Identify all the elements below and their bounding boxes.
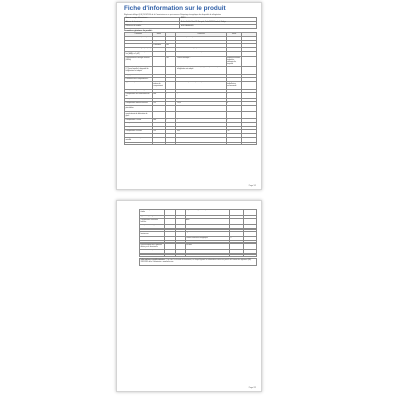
table-row	[125, 66, 257, 74]
table-cell	[176, 143, 226, 145]
table-cell: -	[226, 89, 242, 93]
table-cell: Classe climatique :	[176, 57, 226, 67]
table-cell: Compartiment à denrées fraîches	[140, 219, 165, 225]
table-cell: 316	[226, 37, 242, 41]
document-page-2	[116, 200, 262, 392]
table-cell: 10	[165, 66, 176, 74]
table-cell: 35	[165, 51, 176, 57]
table-cell	[242, 57, 257, 67]
table-cell: Consommation d'énergie annuelle (kWh/a)	[125, 57, 153, 67]
table-cell: -	[226, 123, 242, 127]
table-header-cell: Valeur	[152, 33, 165, 37]
table-cell: Type	[185, 231, 229, 237]
table-cell	[242, 81, 257, 89]
table-cell	[140, 255, 165, 257]
table-cell: Compartiment à température variable	[125, 137, 153, 143]
table-cell: Durée minimale de la garantie offerte par le fournisseur	[140, 244, 165, 250]
table-cell: Oui	[152, 130, 165, 134]
table-cell: Compartiment 2 étoiles	[125, 123, 153, 127]
section-title: Paramètres généraux du produit :	[124, 30, 153, 33]
table-cell: Compartiment denrées fraîches	[125, 102, 153, 106]
table-cell: -	[176, 133, 226, 137]
table-cell: Profondeur	[152, 44, 165, 48]
table-header-cell: Paramètre	[176, 33, 226, 37]
table-cell: Compartiment 3 étoiles	[125, 126, 153, 130]
table-cell: Auto	[185, 219, 229, 225]
table-cell: Hauteur	[152, 37, 165, 41]
meta-value: Ankara Asfaltı Üzeri E5 Karayolu, Tuzla 34950 İstanbul, Türkiye	[180, 21, 257, 25]
table-cell: -	[226, 98, 242, 102]
table-cell	[176, 255, 185, 257]
table-cell: 663	[165, 44, 176, 48]
table-cell	[226, 143, 242, 145]
table-cell: Paramètres des compartiments :	[125, 78, 153, 82]
table-cell: Compartiment de conservation du vin	[125, 93, 153, 99]
table-cell: Indice d'efficacité énergétique (IEE)	[125, 48, 151, 50]
table-cell: 93,4	[165, 47, 176, 51]
table-cell: Non	[152, 111, 165, 119]
table-cell: -	[165, 123, 176, 127]
table-cell	[164, 255, 176, 257]
table-cell: 595	[165, 40, 176, 44]
table-row	[140, 255, 257, 257]
table-cell: Type de dégivrage	[140, 215, 165, 219]
table-cell	[165, 143, 176, 145]
table-cell: -	[176, 111, 226, 119]
table-cell: Température ambiante minimale (°C) pour laquelle le dispositif de réfrigération est adapté	[125, 66, 153, 74]
table-cell: Compartiment cave	[125, 98, 153, 102]
table-cell: 241	[165, 57, 176, 67]
table-header-cell: Paramètre	[125, 33, 153, 37]
table-header-cell: Valeur	[226, 33, 242, 37]
meta-value: BEKO	[180, 18, 257, 22]
table-cell: Informations complémentaires	[140, 249, 165, 253]
meta-label: Référence du modèle :	[125, 25, 180, 29]
table-cell: Classe d'efficacité énergétique	[185, 237, 229, 241]
table-cell: F	[230, 237, 244, 241]
supplier-info-table	[124, 17, 257, 29]
table-cell: Compartiment 4 étoiles	[125, 130, 153, 134]
table-cell: -	[226, 111, 242, 119]
table-cell: Section 2 étoiles	[125, 133, 153, 137]
meta-label: Nom ou marque du fournisseur :	[125, 18, 180, 22]
table-cell: Non	[152, 123, 165, 127]
table-cell	[185, 255, 229, 257]
table-cell: 228,0	[176, 102, 226, 106]
table-cell: 43	[226, 66, 242, 74]
table-cell: Compartiment garde-manger	[125, 89, 153, 93]
table-cell: Non	[152, 89, 165, 93]
table-cell: Non	[152, 93, 165, 99]
table-cell: Volume du compartiment (dm³ ou l)	[176, 81, 226, 89]
table-cell: Réglage hiver	[125, 74, 153, 78]
meta-row	[125, 25, 257, 29]
table-row	[125, 81, 257, 89]
table-cell: Température ambiante maximale (°C) pour laquelle le dispositif de réfrigération est adapté	[176, 66, 226, 74]
table-cell: -	[176, 123, 226, 127]
table-cell: -	[176, 98, 226, 102]
table-cell: -	[165, 106, 176, 112]
table-cell: Non	[152, 119, 165, 123]
table-cell: Pour les compartiments 4 étoiles	[140, 210, 165, 216]
table-cell: Paramètres et valeurs du compartiment	[152, 81, 165, 89]
table-cell: -	[176, 106, 226, 112]
table-cell: Non	[152, 98, 165, 102]
table-cell: -	[226, 93, 242, 99]
table-cell: Classe d'efficacité énergétique	[176, 47, 226, 51]
document-page-1	[116, 2, 262, 190]
product-parameters-table-continued	[139, 209, 257, 257]
table-cell: -	[176, 93, 226, 99]
table-cell: Auto	[185, 224, 229, 228]
table-cell	[242, 66, 257, 74]
table-cell: Compartiment 1 étoile	[125, 119, 153, 123]
table-row	[125, 111, 257, 119]
table-cell: Paramètres des sources lumineuses	[140, 231, 165, 237]
table-cell: Non	[152, 106, 165, 112]
table-cell: Classe d'émission de bruit acoustique dans l'air	[176, 51, 226, 57]
table-cell	[125, 143, 153, 145]
table-cell	[152, 66, 165, 74]
table-cell: -	[165, 133, 176, 137]
table-cell: -	[226, 133, 242, 137]
table-cell: 88,0	[176, 130, 226, 134]
table-cell: Volume total (dm³ ou l)	[176, 37, 226, 41]
table-cell: -	[165, 119, 176, 123]
table-cell: Non	[152, 126, 165, 130]
table-cell: Compartiment denrées hautement périssables	[125, 106, 153, 112]
table-cell	[242, 111, 257, 119]
product-parameters-table	[124, 32, 257, 144]
table-cell: Non	[165, 74, 176, 78]
table-row	[125, 57, 257, 67]
table-cell: -	[176, 89, 226, 93]
additional-info-note	[139, 258, 257, 266]
table-cell: Capacité de congélation rapide	[185, 210, 229, 216]
table-cell: -	[226, 106, 242, 112]
table-cell	[152, 143, 165, 145]
table-cell	[230, 255, 244, 257]
table-cell: Émissions de bruit acoustique dans l'air [dB(A) re 1 pW]	[125, 51, 151, 55]
table-cell: -	[165, 89, 176, 93]
regulation-intro: Règlement délégué (UE) 2019/2016 de la Commission en ce qui concerne l'étiquetage énergétique des dispositifs de réfrigération	[124, 13, 221, 16]
table-cell: -	[226, 126, 242, 130]
document-title: Fiche d'information sur le produit	[124, 5, 226, 12]
table-row	[125, 143, 257, 145]
table-cell: -18	[226, 130, 242, 134]
table-cell: Largeur	[152, 40, 165, 44]
table-cell: -	[165, 126, 176, 130]
table-cell: tempérée étendue, tempérée, subtropicale, tropicale	[227, 57, 241, 65]
table-cell: Non	[152, 133, 165, 137]
table-cell: B	[226, 51, 242, 57]
table-cell: Compartiment sans étoile ou compartiment de fabrication de glace	[125, 111, 153, 119]
table-cell: -	[176, 126, 226, 130]
table-cell: D	[226, 47, 242, 51]
table-cell: LED	[230, 231, 244, 237]
page-number: Page 2/2	[248, 387, 256, 389]
table-cell: 24 mois	[185, 244, 229, 250]
table-cell	[244, 255, 257, 257]
table-cell: -	[226, 119, 242, 123]
table-cell: Oui	[230, 210, 244, 216]
table-cell	[165, 81, 176, 89]
note-title: Informations complémentaires :	[140, 259, 167, 262]
table-cell: 4	[226, 102, 242, 106]
table-cell: -	[165, 98, 176, 102]
meta-value: B3RCNA364HXB	[180, 25, 257, 29]
table-cell: 1 862	[165, 37, 176, 41]
table-cell: Oui	[152, 102, 165, 106]
table-cell	[242, 143, 257, 145]
table-cell: -	[165, 93, 176, 99]
table-cell: Type de compartiment	[125, 81, 153, 89]
page-number: Page 1/2	[248, 185, 256, 187]
table-cell	[152, 57, 165, 67]
meta-label: Adresse du fournisseur :	[125, 21, 180, 25]
note-text: Lien vers le site web du fournisseur, sur lequel figurent les informations visées au point 4 de l'annexe du règlement (UE) 2019/2019 de la Commission : www.beko.com	[140, 260, 252, 264]
table-cell: -	[176, 119, 226, 123]
table-cell: Réglage de température recommandé	[226, 81, 242, 89]
table-cell: Compartiment congélateur	[140, 224, 165, 228]
table-cell: -	[165, 111, 176, 119]
table-cell: Dimensions hors tout (en mm)	[125, 37, 153, 41]
